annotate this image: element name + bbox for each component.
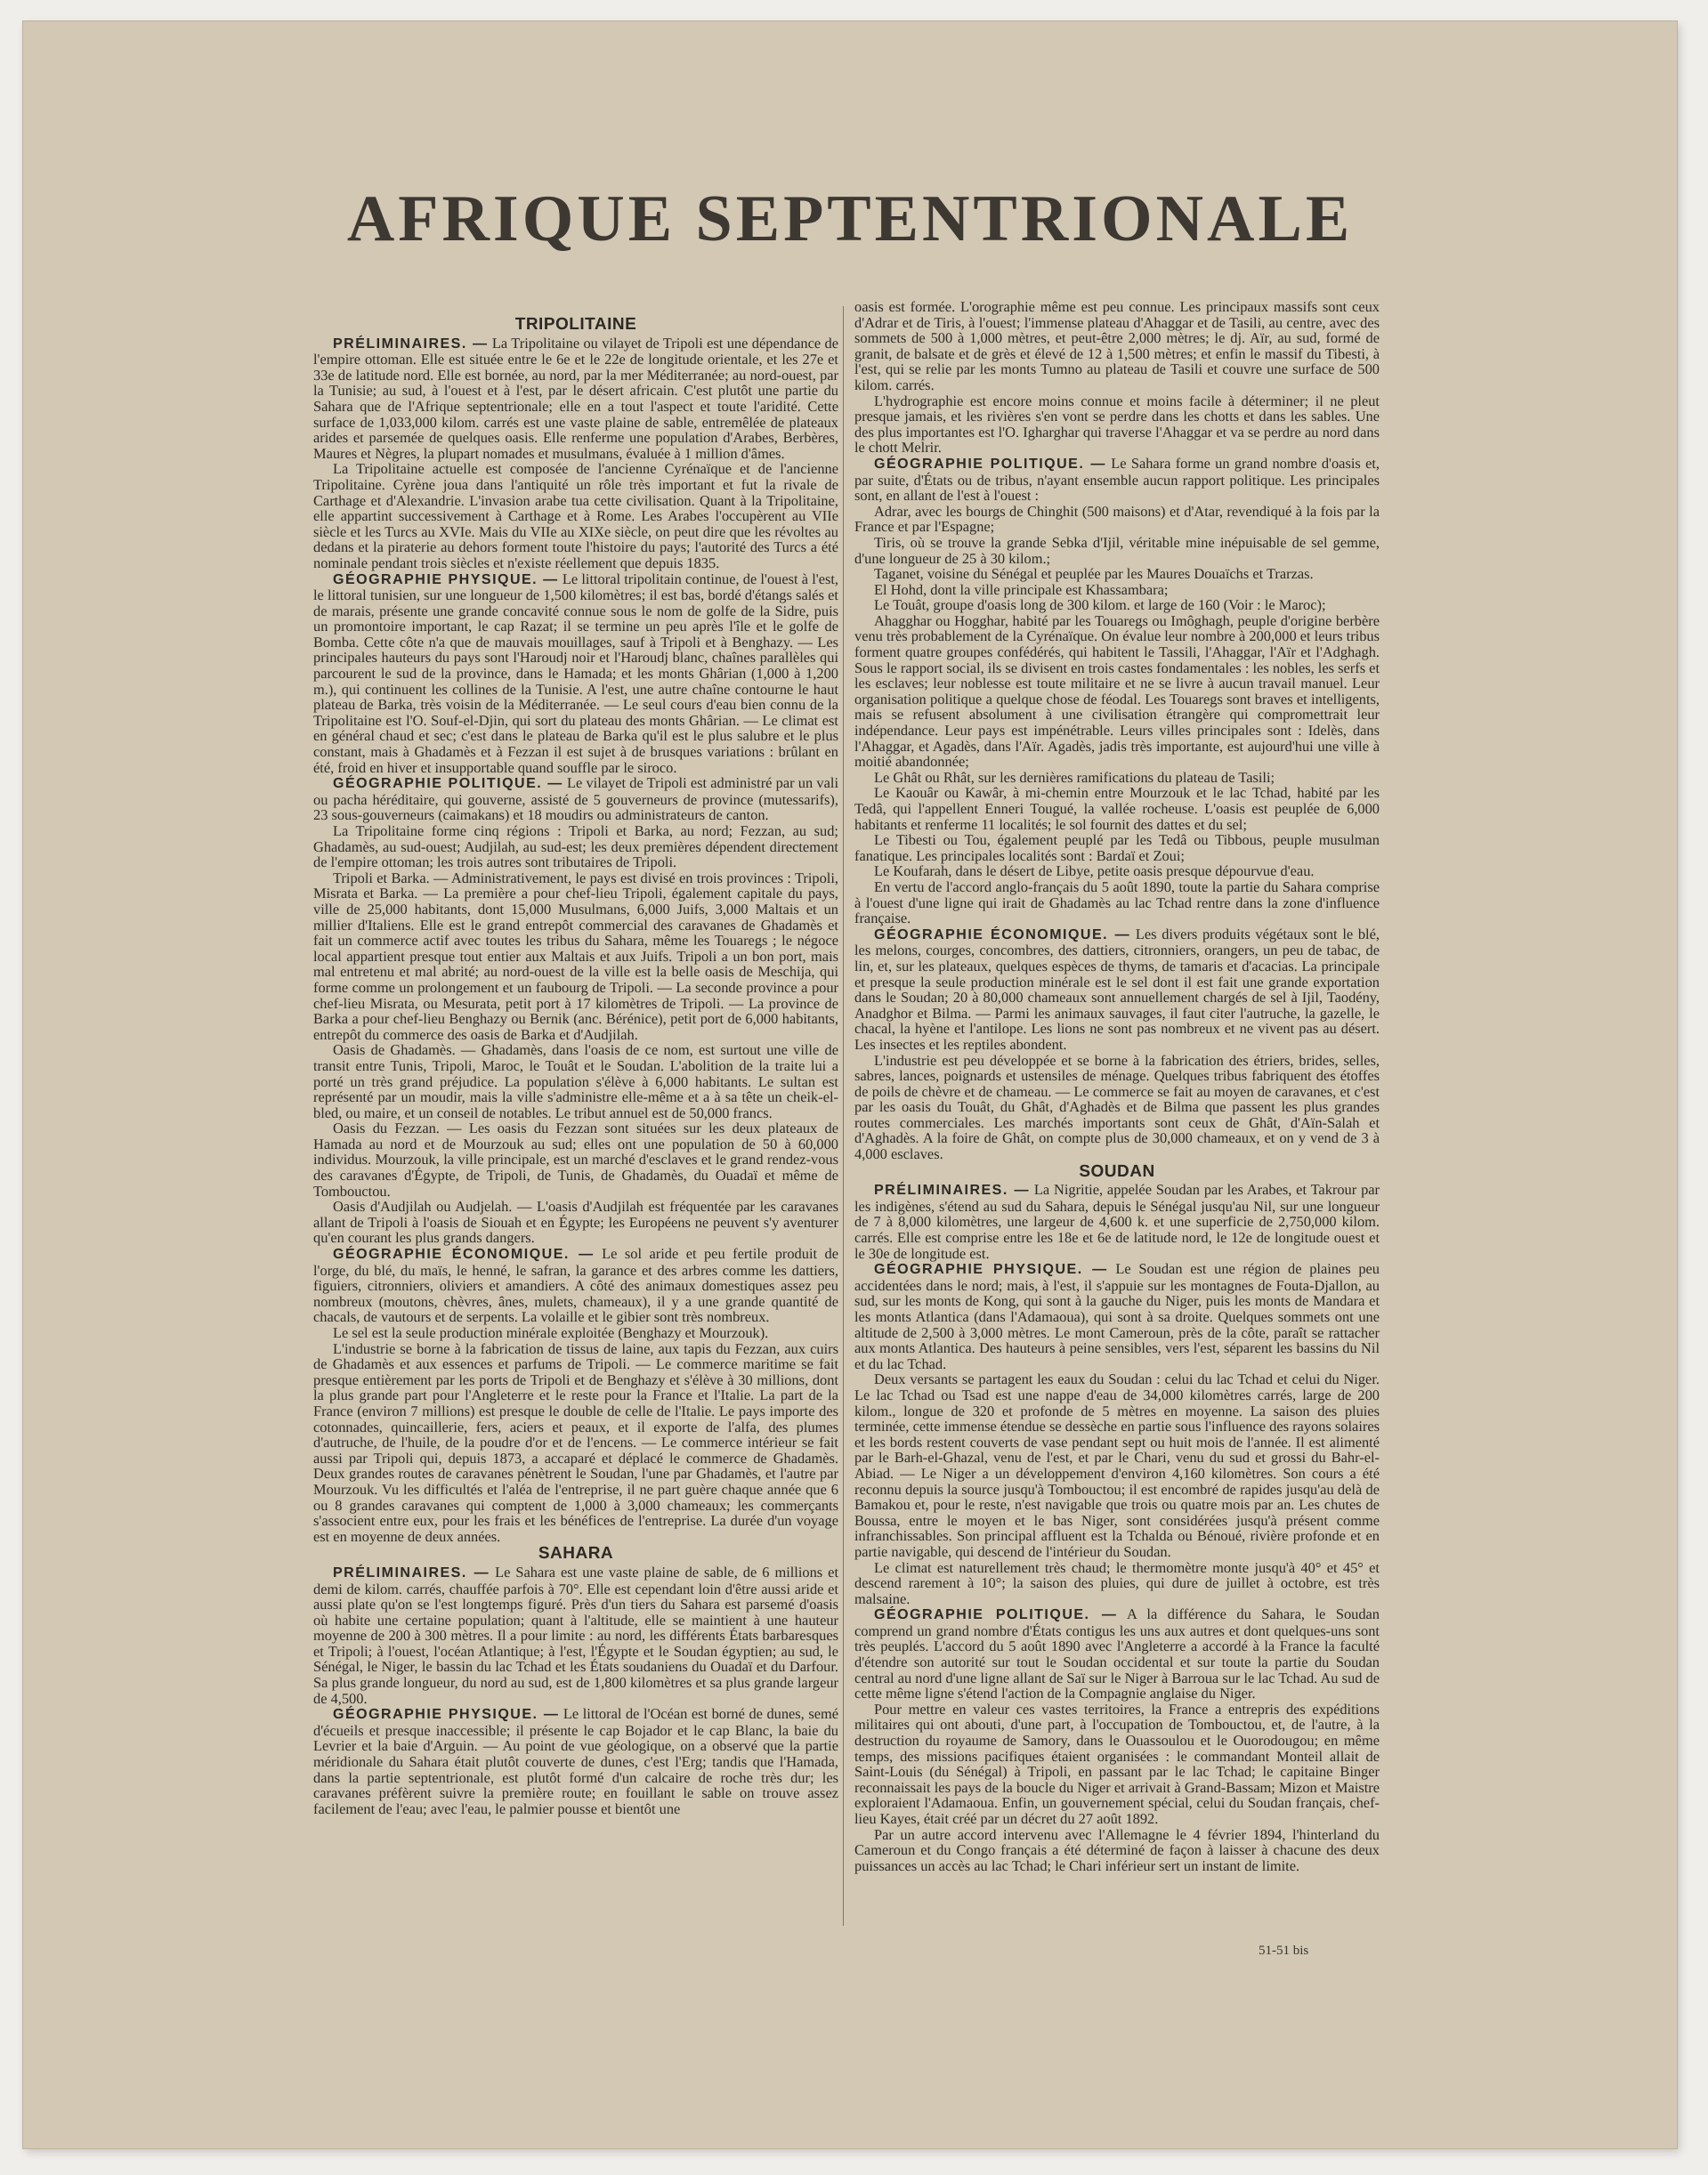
paragraph: Le Tibesti ou Tou, également peuplé par les Tedâ ou Tibbous, peuple musulman fanatique. Les principales localités sont : Bardaï et Zoui; xyxy=(854,831,1380,864)
subsection-heading: PRÉLIMINAIRES. — xyxy=(874,1183,1030,1199)
section-heading-sahara: SAHARA xyxy=(538,1544,614,1564)
paragraph: Oasis de Ghadamès. — Ghadamès, dans l'oasis de ce nom, est surtout une ville de transit entre Tunis, Tripoli, Maroc, le Touât et le Soudan. L'abolition de la traite lui a porté un très grand préjudice. La population s'élève à 6,000 habitants. Le sultan est représenté par un moudir, mais la ville s'administre elle-même et a à sa tête un cheik-el-bled, ou maire, et un conseil de notables. Le tribut annuel est de 50,000 francs. xyxy=(313,1041,838,1121)
paragraph-text: Le littoral tripolitain continue, de l'ouest à l'est, le littoral tunisien, sur une longueur de 1,500 kilomètres; il est bas, bordé d'étangs salés et de marais, présente une grande concavité connue sous le nom de golfe de la Sidre, puis un promontoire important, le cap Razat; il se termine un peu après l'île et le golfe de Bomba. Cette côte n'a que de mauvais mouillages, sauf à Tripoli et à Benghazy. — Les principales hauteurs du pays sont l'Haroudj noir et l'Haroudj blanc, chaînes parallèles qui parcourent le sud de la province, dans le Hamada; et les monts Ghârian (1,000 à 1,200 m.), qui continuent les collines de la Tunisie. A l'est, une autre chaîne contourne le haut plateau de Barka, très voisin de la Méditerranée. — Le seul cours d'eau bien connu de la Tripolitaine est l'O. Souf-el-Djin, qui sort du plateau des monts Ghârian. — Le climat est en général chaud et sec; c'est dans le plateau de Barka qu'il est le plus salubre et le plus constant, mais à Ghadamès et à Fezzan il est sujet à de brusques variations : brûlant en été, froid en hiver et insupportable quand souffle par le siroco. xyxy=(313,570,839,776)
paragraph-text: Le Soudan est une région de plaines peu accidentées dans le nord; mais, à l'est, il s'appuie sur les montagnes de Fouta-Djallon, au sud, sur les monts de Kong, qui sont à la gauche du Niger, puis les monts de Mandara et les monts Atlantica (dans l'Adamaoua), qui sont à sa droite. Quelques sommets ont une altitude de 2,500 à 3,000 mètres. Le mont Cameroun, près de la côte, paraît se rattacher aux monts Atlantica. Des hauteurs à peine sensibles, vers l'est, séparent les bassins du Nil et du lac Tchad. xyxy=(854,1260,1380,1372)
paragraph: Pour mettre en valeur ces vastes territoires, la France a entrepris des expéditions militaires qui ont abouti, d'une part, à l'occupation de Tombouctou, et, de l'autre, à la destruction du royaume de Samory, dans le Ouassoulou et le Ouorodougou; en même temps, des missions pacifiques étaient organisées : le commandant Monteil allait de Saint-Louis (du Sénégal) à Tripoli, en passant par le lac Tchad; le capitaine Binger reconnaissait les pays de la boucle du Niger et arrivait à Grand-Bassam; Mizon et Maistre exploraient l'Adamaoua. Enfin, un gouvernement spécial, celui du Soudan français, chef-lieu Kayes, était créé par un décret du 27 août 1892. xyxy=(854,1700,1380,1827)
paragraph xyxy=(313,1246,838,1325)
paragraph: Adrar, avec les bourgs de Chinghit (500 maisons) et d'Atar, revendiqué à la fois par la France et par l'Espagne; xyxy=(854,502,1380,536)
subsection-heading: GÉOGRAPHIE PHYSIQUE. — xyxy=(333,1707,560,1723)
paragraph: Deux versants se partagent les eaux du Soudan : celui du lac Tchad et celui du Niger. Le lac Tchad ou Tsad est une nappe d'eau de 34,000 kilomètres carrés, large de 200 kilom., longue de 320 et profonde de 5 mètres en moyenne. La saison des pluies terminée, cette immense étendue se dessèche en partie sous l'influence des rayons solaires et les bords restent couverts de vase pendant sept ou huit mois de l'année. Il est alimenté par le Barh-el-Ghazal, venu de l'est, et par le Chari, venu du sud et grossi du Bahr-el-Abiad. — Le Niger a un développement d'environ 4,160 kilomètres. Son cours a été reconnu depuis la source jusqu'à Tombouctou; il est encombré de rapides jusqu'au delà de Bamakou et, pour le reste, n'est navigable que trois ou quatre mois par an. Les chutes de Boussa, entre le moyen et le bas Niger, sont considérées jusqu'à présent comme infranchissables. Son principal affluent est la Tchalda ou Bénoué, rivière profonde et en partie navigable, qui descend de l'intérieur du Soudan. xyxy=(854,1370,1380,1560)
subsection-heading: GÉOGRAPHIE POLITIQUE. — xyxy=(874,1607,1118,1623)
paragraph xyxy=(854,1606,1380,1702)
subsection-heading: GÉOGRAPHIE PHYSIQUE. — xyxy=(874,1262,1108,1278)
paragraph-text: Les divers produits végétaux sont le blé, les melons, courges, concombres, des dattiers, citronniers, orangers, un peu de tabac, de lin, et, sur les plateaux, quelques espèces de thyms, de tamaris et d'acacias. La principale et presque la seule production minérale est le sel dont il est fait une grande exportation dans le Soudan; 20 à 80,000 chameaux sont annuellement chargés de sel à Ijil, Taodény, Anadghor et Bilma. — Parmi les animaux sauvages, il faut citer l'autruche, la gazelle, le chacal, la hyène et l'antilope. Les lions ne sont pas nombreux et ne vivent pas au désert. Les insectes et les reptiles abondent. xyxy=(854,925,1380,1053)
paragraph: Le Kaouâr ou Kawâr, à mi-chemin entre Mourzouk et le lac Tchad, habité par les Tedâ, qui l'appellent Enneri Tougué, la vallée rocheuse. L'oasis est peuplée de 6,000 habitants et renferme 11 localités; le sol fournit des dattes et du sel; xyxy=(854,784,1380,833)
paragraph: Taganet, voisine du Sénégal et peuplée par les Maures Douaïchs et Trarzas. xyxy=(874,565,1314,583)
paragraph: L'industrie se borne à la fabrication de tissus de laine, aux tapis du Fezzan, aux cuirs de Ghadamès et aux essences et parfums de Tripoli. — Le commerce maritime se fait presque entièrement par les ports de Tripoli et de Benghazy et s'élève à 30 millions, dont la plus grande part pour l'Angleterre et le reste pour la France et l'Italie. La part de la France (environ 7 millions) est presque le double de celle de l'Italie. Le pays importe des cotonnades, quincaillerie, fers, aciers et peaux, et il exporte de l'alfa, des plumes d'autruche, de l'huile, de la poudre d'or et de l'encens. — Le commerce intérieur se fait aussi par Tripoli qui, depuis 1873, a accaparé et déplacé le commerce de Ghadamès. Deux grandes routes de caravanes pénètrent le Soudan, l'une par Ghadamès, et l'autre par Mourzouk. Vu les difficultés et l'aléa de l'entreprise, il ne part guère chaque année que 6 ou 8 grandes caravanes qui comptent de 1,000 à 3,000 chameaux; les commerçants s'associent entre eux, pour les frais et les bénéfices de l'entreprise. La durée d'un voyage est en moyenne de deux années. xyxy=(313,1339,838,1545)
column-divider xyxy=(843,306,844,1926)
paragraph: L'industrie est peu développée et se borne à la fabrication des étriers, brides, selles, sabres, lances, poignards et ustensiles de ménage. Quelques tribus fabriquent des étoffes de poils de chèvre et de chameau. — Le commerce se fait au moyen de caravanes, et c'est par les oasis du Touât, du Ghât, d'Aghadès et de Bilma que passent les plus grandes routes commerciales. Les marchés importants sont ceux de Ghât, d'Aïn-Salah et d'Aghadès. A la foire de Ghât, on compte plus de 30,000 chameaux, et on y vend de 3 à 4,000 esclaves. xyxy=(854,1051,1380,1163)
paragraph: Le climat est naturellement très chaud; le thermomètre monte jusqu'à 40° et 45° et descend rarement à 10°; la saison des pluies, qui dure de juillet à octobre, est très malsaine. xyxy=(854,1558,1380,1607)
subsection-heading: PRÉLIMINAIRES. — xyxy=(333,336,489,352)
paragraph xyxy=(854,1182,1380,1261)
right-column xyxy=(854,299,1380,1873)
paragraph: La Tripolitaine actuelle est composée de l'ancienne Cyrénaïque et de l'ancienne Tripolitaine. Cyrène joua dans l'antiquité un rôle très important et fut la rivale de Carthage et d'Alexandrie. L'invasion arabe tua cette civilisation. Quant à la Tripolitaine, elle appartint successivement à Carthage et à Rome. Les Arabes l'occupèrent au VIIe siècle et les Turcs au XVIe. Mais du VIIe au XIXe siècle, on peut dire que les révoltes au dedans et la piraterie au dehors forment toute l'histoire du pays; l'autorité des Turcs a été nominale pendant trois siècles et n'existe réellement que depuis 1835. xyxy=(313,460,838,571)
paragraph xyxy=(854,456,1380,504)
paragraph: Oasis du Fezzan. — Les oasis du Fezzan sont situées sur les deux plateaux de Hamada au nord et de Mourzouk au sud; elles ont une population de 50 à 60,000 individus. Mourzouk, la ville principale, est un marché d'esclaves et le grand rendez-vous des caravanes d'Égypte, de Tripoli, de Tunis, de Ghadamès, du Ouadaï et même de Tombouctou. xyxy=(313,1120,838,1200)
paragraph: La Tripolitaine forme cinq régions : Tripoli et Barka, au nord; Fezzan, au sud; Ghadamès, au sud-ouest; Audjilah, au sud-est; les deux premières dépendent directement de l'empire ottoman; les trois autres sont tributaires de Tripoli. xyxy=(313,822,838,871)
paragraph xyxy=(313,571,838,776)
section-heading-tripolitaine: TRIPOLITAINE xyxy=(514,315,637,334)
subsection-heading: GÉOGRAPHIE POLITIQUE. — xyxy=(874,456,1106,472)
paragraph-text: Le vilayet de Tripoli est administré par un vali ou pacha héréditaire, qui gouverne, assisté de 5 gouverneurs de province (mutessarifs), 23 sous-gouverneurs (caimakans) et 18 moudirs ou administrateurs de canton. xyxy=(313,774,838,824)
paragraph: oasis est formée. L'orographie même est peu connue. Les principaux massifs sont ceux d'Adrar et de Tiris, à l'ouest; l'immense plateau d'Ahaggar et de Tasili, au centre, avec des sommets de 500 à 1,000 mètres, et peut-être 2,000 mètres; le dj. Aïr, au sud, formé de granit, de balsate et de grès et élevé de 12 à 1,500 mètres; et enfin le massif du Tibesti, à l'est, qui se relie par les monts Tumno au plateau de Tasili et couvre une surface de 500 kilom. carrés. xyxy=(854,298,1380,393)
subsection-heading: GÉOGRAPHIE ÉCONOMIQUE. — xyxy=(874,926,1131,942)
document-sheet xyxy=(23,21,1677,2148)
paragraph: Oasis d'Audjilah ou Audjelah. — L'oasis d'Audjilah est fréquentée par les caravanes allant de Tripoli à l'oasis de Siouah et en Égypte; les Européens ne peuvent s'y aventurer qu'en courant les plus grands dangers. xyxy=(313,1198,838,1247)
paragraph-text: Le littoral de l'Océan est borné de dunes, semé d'écueils et presque inaccessible; il présente le cap Bojador et le cap Blanc, la baie du Levrier et la baie d'Arguin. — Au point de vue géologique, on a observé que la partie méridionale du Sahara était plutôt couverte de dunes, c'est l'Erg; tandis que l'Hamada, dans la partie septentrionale, est plutôt formé d'un calcaire de roche très dur; les caravanes préfèrent suivre la première route; en fouillant le sable on trouve assez facilement de l'eau; avec l'eau, le palmier pousse et bientôt une xyxy=(313,1705,838,1817)
paragraph xyxy=(313,775,838,823)
page-title: AFRIQUE SEPTENTRIONALE xyxy=(346,182,1354,255)
paragraph xyxy=(313,336,838,462)
paragraph xyxy=(854,1261,1380,1371)
paragraph: Le Touât, groupe d'oasis long de 300 kilom. et large de 160 (Voir : le Maroc); xyxy=(874,596,1326,614)
paragraph xyxy=(854,926,1380,1053)
paragraph-text: Le sol aride et peu fertile produit de l'orge, du blé, du maïs, le henné, le safran, la garance et des arbres comme les dattiers, figuiers, citronniers, oliviers et amandiers. A côté des animaux domestiques assez peu nombreux (moutons, chèvres, ânes, mulets, chameaux), il y a une grande quantité de chacals, de vautours et de serpents. La volaille et le gibier sont très nombreux. xyxy=(313,1245,838,1326)
paragraph: El Hohd, dont la ville principale est Khassambara; xyxy=(874,580,1169,598)
paragraph: L'hydrographie est encore moins connue et moins facile à déterminer; il ne pleut presque jamais, et les rivières s'en vont se perdre dans les chotts et dans les sables. Une des plus importantes est l'O. Igharghar qui traverse l'Ahaggar et va se perdre au nord dans le chott Melrir. xyxy=(854,392,1380,457)
subsection-heading: GÉOGRAPHIE ÉCONOMIQUE. — xyxy=(333,1247,595,1263)
subsection-heading: GÉOGRAPHIE POLITIQUE. — xyxy=(333,776,563,792)
paragraph: Le Ghât ou Rhât, sur les dernières ramifications du plateau de Tasili; xyxy=(874,768,1275,786)
left-column xyxy=(313,315,838,1816)
paragraph: Tripoli et Barka. — Administrativement, le pays est divisé en trois provinces : Tripoli, Misrata et Barka. — La première a pour chef-lieu Tripoli, également capitale du pays, ville de 25,000 habitants, dont 15,000 Musulmans, 6,000 Juifs, 3,000 Maltais et un millier d'Italiens. Elle est le grand entrepôt commercial des caravanes de Ghadamès et fait un commerce actif avec toutes les tribus du Sahara, même les Touaregs ; le négoce local appartient presque tout entier aux Maltais et aux Juifs. Tripoli a un bon port, mais mal entretenu et mal abrité; au nord-ouest de la ville est la belle oasis de Meschija, qui forme comme un prolongement et un faubourg de Tripoli. — La seconde province a pour chef-lieu Misrata, ou Mesurata, petit port à 17 kilomètres de Tripoli. — La province de Barka a pour chef-lieu Benghazy ou Bernik (anc. Bérénice), petit port de 6,000 habitants, entrepôt du commerce des oasis de Barka et d'Audjilah. xyxy=(313,869,838,1043)
paragraph: Le Koufarah, dans le désert de Libye, petite oasis presque dépourvue d'eau. xyxy=(874,862,1315,880)
paragraph-text: Le Sahara forme un grand nombre d'oasis et, par suite, d'États ou de tribus, n'ayant ensemble aucun rapport politique. Les principales sont, en allant de l'est à l'ouest : xyxy=(854,454,1380,505)
paragraph-text: La Nigritie, appelée Soudan par les Arabes, et Takrour par les indigènes, s'étend au sud du Sahara, depuis le Sénégal jusqu'au Nil, sur une longueur de 7 à 8,000 kilomètres, une largeur de 4,600 k. et une superficie de 2,750,000 kilom. carrés. Elle est comprise entre les 18e et 6e de latitude nord, le 12e de longitude ouest et le 30e de longitude est. xyxy=(854,1181,1380,1262)
paragraph: Par un autre accord intervenu avec l'Allemagne le 4 février 1894, l'hinterland du Cameroun et du Congo français a été déterminé de façon à laisser à chacune des deux puissances un accès au lac Tchad; le Chari inférieur sert un instant de limite. xyxy=(854,1825,1380,1874)
paragraph-text: A la différence du Sahara, le Soudan comprend un grand nombre d'États contigus les uns aux autres et dont quelques-uns sont très peuplés. L'accord du 5 août 1890 avec l'Angleterre a accordé à la France la faculté d'étendre son autorité sur tout le Soudan occidental et sur toute la partie du Soudan central au nord d'une ligne allant de Saï sur le Niger à Barroua sur le lac Tchad. Au sud de cette même ligne s'étend l'action de la Compagnie anglaise du Niger. xyxy=(854,1605,1380,1702)
paragraph-text: Le Sahara est une vaste plaine de sable, de 6 millions et demi de kilom. carrés, chauffée parfois à 70°. Elle est cependant loin d'être aussi aride et aussi plate qu'on se l'est longtemps figuré. Près d'un tiers du Sahara est parsemé d'oasis où habite une certaine population; quant à l'altitude, elle se maintient à une hauteur moyenne de 200 à 300 mètres. Il a pour limite : au nord, les différents États barbaresques et Tripoli; à l'ouest, l'océan Atlantique; à l'est, l'Égypte et le Soudan égyptien; au sud, le Sénégal, le Niger, le bassin du lac Tchad et les États soudaniens du Ouadaï et du Darfour. Sa plus grande longueur, du nord au sud, est de 1,800 kilomètres et sa plus grande largeur de 4,500. xyxy=(313,1563,838,1707)
paragraph: Le sel est la seule production minérale exploitée (Benghazy et Mourzouk). xyxy=(333,1324,769,1341)
paragraph: En vertu de l'accord anglo-français du 5 août 1890, toute la partie du Sahara comprise à l'ouest d'une ligne qui irait de Ghadamès au lac Tchad rentre dans la zone d'influence française. xyxy=(854,877,1380,927)
subsection-heading: GÉOGRAPHIE PHYSIQUE. — xyxy=(333,571,559,587)
subsection-heading: PRÉLIMINAIRES. — xyxy=(333,1565,490,1581)
paragraph xyxy=(313,1565,838,1706)
page-reference: 51-51 bis xyxy=(1259,1944,1309,1958)
paragraph: Ahagghar ou Hogghar, habité par les Touaregs ou Imôghagh, peuple d'origine berbère venu très probablement de la Cyrénaïque. On évalue leur nombre à 200,000 et leurs tribus forment quatre groupes confédérés, qui habitent le Tassili, l'Ahaggar, l'Aïr et l'Adghagh. Sous le rapport social, ils se divisent en trois castes fondamentales : les nobles, les serfs et les esclaves; leur noblesse est toute militaire et ne se livre à aucun travail manuel. Leur organisation politique a quelque chose de féodal. Les Touaregs sont braves et intelligents, mais se refusent absolument à une civilisation étrangère qui compromettrait leur indépendance. Leur pays est impénétrable. Leurs villes principales sont : Idelès, dans l'Ahaggar, et Agadès, dans l'Aïr. Agadès, jadis très importante, est aujourd'hui une ville à moitié abandonnée; xyxy=(854,611,1380,771)
section-heading-soudan: SOUDAN xyxy=(1079,1161,1155,1181)
paragraph xyxy=(313,1706,838,1816)
paragraph: Tiris, où se trouve la grande Sebka d'Ijil, véritable mine inépuisable de sel gemme, d'une longueur de 25 à 30 kilom.; xyxy=(854,533,1380,567)
paragraph-text: La Tripolitaine ou vilayet de Tripoli est une dépendance de l'empire ottoman. Elle est située entre le 6e et le 22e de longitude orientale, et les 27e et 33e de latitude nord. Elle est bornée, au nord, par la mer Méditerranée; au nord-ouest, par la Tunisie; au sud, à l'ouest et à l'est, par le désert africain. C'est plutôt une partie du Sahara que de l'Afrique septentrionale; elle en a tout l'aspect et toute l'aridité. Cette surface de 1,033,000 kilom. carrés est une vaste plaine de sable, entremêlée de plateaux arides et parsemée de quelques oasis. Elle renferme une population d'Arabes, Berbères, Maures et Nègres, la plupart nomades et musulmans, évaluée à 1 million d'âmes. xyxy=(313,334,839,462)
